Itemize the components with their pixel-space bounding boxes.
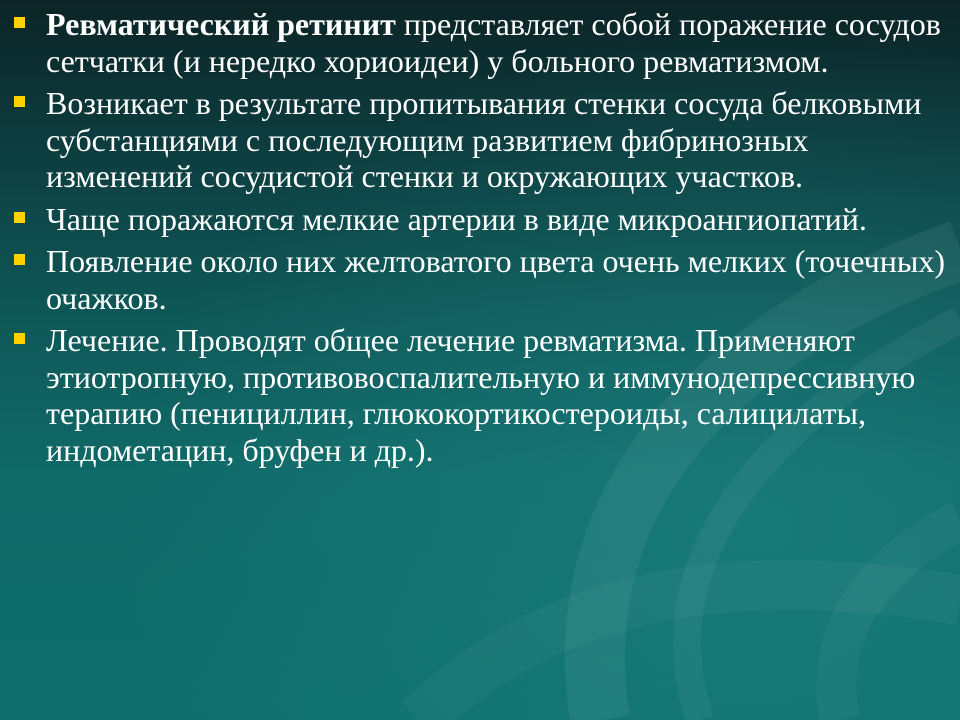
bullet-text: Возникает в результате пропитывания стенки сосуда белковыми субстанциями с последующим развитием фибринозных изменений сосудистой стенки и окружающих участков. (46, 85, 922, 194)
bullet-list (10, 6, 950, 468)
bullet-item-foci (10, 243, 950, 316)
bullet-bold-term: Ревматический ретинит (46, 6, 396, 42)
bullet-square-icon (14, 333, 25, 344)
bullet-item-definition (10, 6, 950, 79)
bullet-text: представляет собой поражение сосудов сетчатки (и нередко хориоидеи) у больного ревматизмом. (46, 6, 941, 79)
bullet-square-icon (14, 212, 25, 223)
bullet-square-icon (14, 17, 25, 28)
bullet-text: Лечение. Проводят общее лечение ревматизма. Применяют этиотропную, противовоспалительную и иммунодепрессивную терапию (пенициллин, глюкокортикостероиды, салицилаты, индометацин, бруфен и др.). (46, 322, 916, 468)
slide-content (10, 6, 950, 474)
bullet-square-icon (14, 254, 25, 265)
bullet-item-treatment (10, 322, 950, 468)
bullet-square-icon (14, 96, 25, 107)
bullet-item-cause (10, 85, 950, 195)
bullet-text: Появление около них желтоватого цвета очень мелких (точечных) очажков. (46, 243, 945, 316)
bullet-text: Чаще поражаются мелкие артерии в виде микроангиопатий. (46, 200, 867, 237)
bullet-item-arteries (10, 201, 950, 238)
